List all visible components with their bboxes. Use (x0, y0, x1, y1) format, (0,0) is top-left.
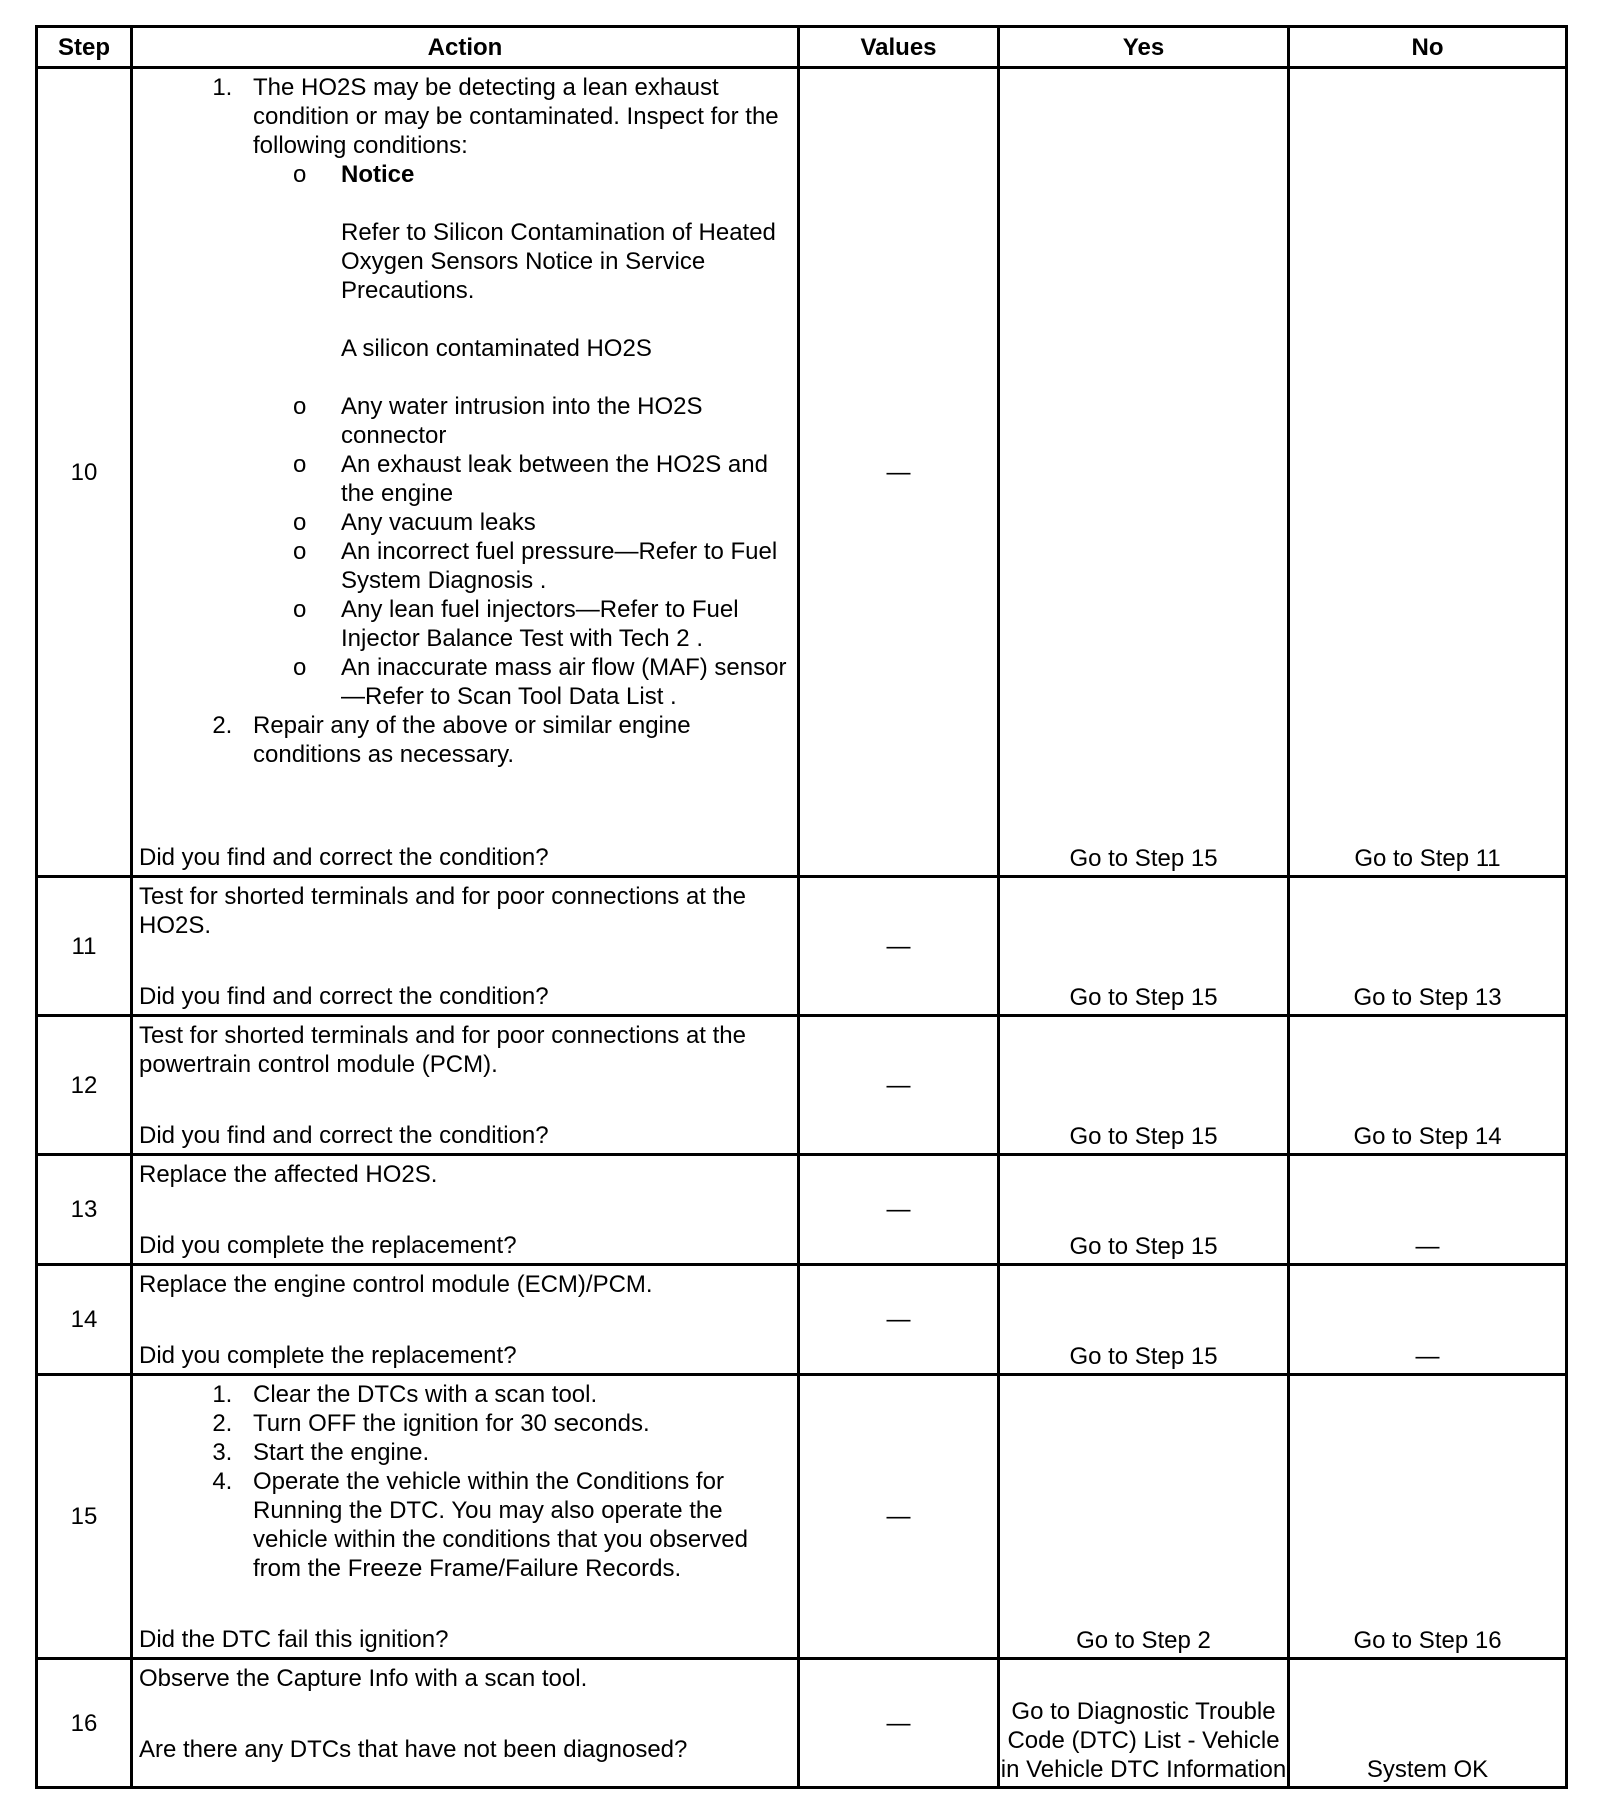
diagnostic-page (35, 25, 1568, 1789)
yes-cell: Go to Step 15 (999, 1016, 1289, 1155)
yes-cell: Go to Step 15 (999, 877, 1289, 1016)
action-steps (139, 73, 791, 769)
header-no: No (1289, 27, 1567, 68)
notice-item (341, 160, 791, 363)
action-text: Test for shorted terminals and for poor connections at the HO2S. (139, 883, 746, 939)
values-cell: — (799, 877, 999, 1016)
step-number: 16 (37, 1659, 132, 1788)
action-step-1 (239, 73, 791, 711)
table-row-step-11 (37, 877, 1567, 1016)
condition-item: o An exhaust leak between the HO2S and the engine (341, 450, 791, 508)
no-cell: Go to Step 11 (1289, 68, 1567, 877)
yes-cell: Go to Step 15 (999, 1155, 1289, 1265)
step-number: 11 (37, 877, 132, 1016)
question-text: Did you find and correct the condition? (139, 1122, 549, 1149)
condition-item: o Any lean fuel injectors—Refer to Fuel Injector Balance Test with Tech 2 . (341, 595, 791, 653)
header-step: Step (37, 27, 132, 68)
table-row-step-14 (37, 1265, 1567, 1375)
action-cell (132, 1265, 799, 1375)
table-row-step-16 (37, 1659, 1567, 1788)
values-cell: — (799, 1155, 999, 1265)
values-cell: — (799, 1016, 999, 1155)
condition-item: o Any vacuum leaks (341, 508, 791, 537)
step-number: 12 (37, 1016, 132, 1155)
values-cell: — (799, 1375, 999, 1659)
header-values: Values (799, 27, 999, 68)
action-text: Replace the engine control module (ECM)/PCM. (139, 1271, 653, 1298)
question-text: Did you complete the replacement? (139, 1232, 517, 1259)
step-number: 10 (37, 68, 132, 877)
table-row-step-13 (37, 1155, 1567, 1265)
header-yes: Yes (999, 27, 1289, 68)
action-step-2: 2. Turn OFF the ignition for 30 seconds. (239, 1409, 791, 1438)
table-row-step-10 (37, 68, 1567, 877)
action-cell (132, 1155, 799, 1265)
action-cell (132, 1375, 799, 1659)
question-text: Did you complete the replacement? (139, 1342, 517, 1369)
action-step-text: Repair any of the above or similar engine conditions as necessary. (253, 712, 691, 768)
condition-item: o An incorrect fuel pressure—Refer to Fuel System Diagnosis . (341, 537, 791, 595)
yes-cell: Go to Step 15 (999, 68, 1289, 877)
action-text: Observe the Capture Info with a scan tool. (139, 1665, 588, 1692)
header-row (37, 27, 1567, 68)
no-cell: Go to Step 16 (1289, 1375, 1567, 1659)
action-cell (132, 1016, 799, 1155)
condition-item: o Any water intrusion into the HO2S connector (341, 392, 791, 450)
values-cell: — (799, 1659, 999, 1788)
table-row-step-15 (37, 1375, 1567, 1659)
question-text: Did you find and correct the condition? (139, 844, 549, 871)
no-cell: — (1289, 1265, 1567, 1375)
step-number: 14 (37, 1265, 132, 1375)
yes-cell: Go to Step 15 (999, 1265, 1289, 1375)
no-cell: — (1289, 1155, 1567, 1265)
condition-item: o An inaccurate mass air flow (MAF) sensor—Refer to Scan Tool Data List . (341, 653, 791, 711)
action-step-text: The HO2S may be detecting a lean exhaust condition or may be contaminated. Inspect for the following conditions: (253, 74, 779, 159)
action-text: Replace the affected HO2S. (139, 1161, 438, 1188)
action-cell (132, 877, 799, 1016)
values-cell: — (799, 1265, 999, 1375)
question-text: Did you find and correct the condition? (139, 983, 549, 1010)
notice-extra: A silicon contaminated HO2S (341, 335, 652, 362)
notice-body: Refer to Silicon Contamination of Heated Oxygen Sensors Notice in Service Precautions. (341, 219, 776, 304)
action-steps (139, 1380, 791, 1583)
action-cell (132, 1659, 799, 1788)
no-cell: Go to Step 13 (1289, 877, 1567, 1016)
yes-cell: Go to Diagnostic Trouble Code (DTC) List - Vehicle in Vehicle DTC Information (999, 1659, 1289, 1788)
action-step-4: 4. Operate the vehicle within the Conditions for Running the DTC. You may also operate the vehicle within the conditions that you observed from the Freeze Frame/Failure Records. (239, 1467, 791, 1583)
yes-cell: Go to Step 2 (999, 1375, 1289, 1659)
step-number: 15 (37, 1375, 132, 1659)
question-text: Are there any DTCs that have not been diagnosed? (139, 1736, 688, 1763)
question-text: Did the DTC fail this ignition? (139, 1626, 449, 1653)
diagnostic-table (35, 25, 1568, 1789)
header-action: Action (132, 27, 799, 68)
no-cell: Go to Step 14 (1289, 1016, 1567, 1155)
action-step-3: 3. Start the engine. (239, 1438, 791, 1467)
action-step-1: 1. Clear the DTCs with a scan tool. (239, 1380, 791, 1409)
action-text: Test for shorted terminals and for poor connections at the powertrain control module (PCM). (139, 1022, 746, 1078)
table-row-step-12 (37, 1016, 1567, 1155)
condition-list (253, 160, 791, 711)
no-cell: System OK (1289, 1659, 1567, 1788)
notice-title: o Notice (341, 161, 415, 188)
action-step-2 (239, 711, 791, 769)
action-cell (132, 68, 799, 877)
step-number: 13 (37, 1155, 132, 1265)
values-cell: — (799, 68, 999, 877)
